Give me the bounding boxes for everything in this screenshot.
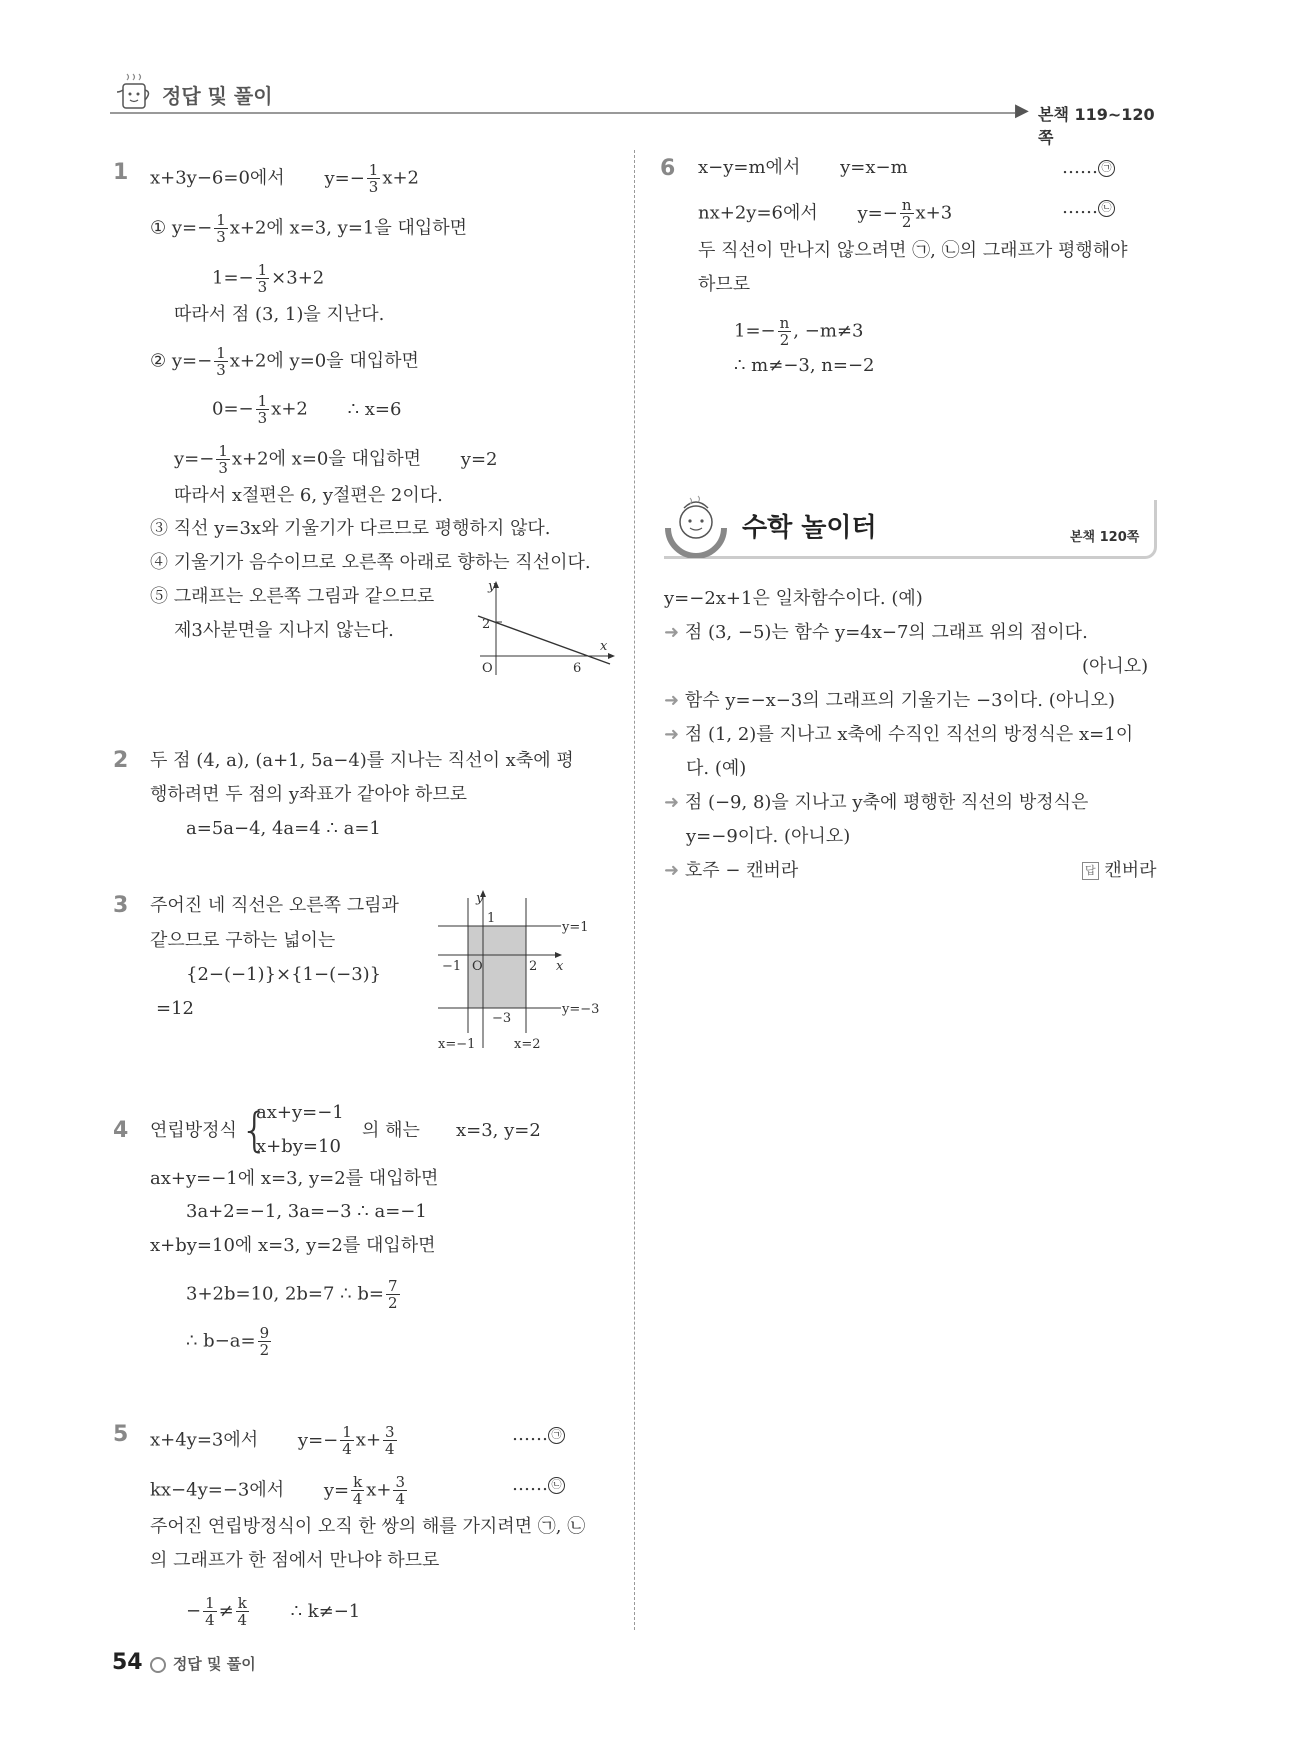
p3-line2: 같으므로 구하는 넓이는 (150, 930, 336, 951)
origin-label: O (482, 661, 493, 676)
arrow-right-icon: ➜ (664, 860, 680, 881)
p4-line2: ax+y=−1에 x=3, y=2를 대입하면 (150, 1168, 439, 1189)
p1-item1: ① y=− $\frac{1}{3}$ x+2에 x=3, y=1을 대입하면 (150, 211, 468, 246)
playground-line1: y=−2x+1은 일차함수이다. (예) (664, 588, 923, 609)
axis-x-label: x (600, 639, 608, 654)
p5-tag2: …… ㉡ (512, 1474, 565, 1496)
chevron-right-icon: ▶ (1015, 100, 1029, 121)
p1-item5b: 제3사분면을 지나지 않는다. (174, 620, 394, 641)
tick-label: −1 (442, 959, 462, 974)
p4-line1c: x=3, y=2 (456, 1120, 541, 1141)
line-label: y=−3 (562, 1002, 600, 1017)
p1-line1: x+3y−6=0에서 y=− $\frac{1}{3}$ x+2 (150, 161, 420, 196)
p1-item4: ④ 기울기가 음수이므로 오른쪽 아래로 향하는 직선이다. (150, 552, 591, 573)
problem-number: 5 (113, 1422, 129, 1447)
p5-line1: x+4y=3에서 y=− $\frac{1}{4}$ x+ $\frac{3}{4}$ (150, 1423, 395, 1458)
p1-item2-eq1: 0=− $\frac{1}{3}$ x+2 ∴ x=6 (212, 392, 402, 427)
p5-line2: kx−4y=−3에서 y= $\frac{k}{4}$ x+ $\frac{3}{4}$ (150, 1473, 406, 1508)
arrow-right-icon: ➜ (664, 690, 680, 711)
problem-number: 3 (113, 893, 129, 918)
playground-line2: ➜ 점 (3, −5)는 함수 y=4x−7의 그래프 위의 점이다. (664, 622, 1088, 643)
mascot-icon (660, 488, 730, 558)
p1-item1-eq: 1=− $\frac{1}{3}$ ×3+2 (212, 261, 325, 296)
problem-number: 4 (113, 1118, 129, 1143)
p1-item2-conc: 따라서 x절편은 6, y절편은 2이다. (174, 485, 443, 506)
p5-line3: 주어진 연립방정식이 오직 한 쌍의 해를 가지려면 ㉠, ㉡ (150, 1516, 586, 1537)
p3-line4: =12 (156, 998, 194, 1019)
p6-line4: 하므로 (698, 274, 751, 295)
playground-line8: y=−9이다. (아니오) (686, 826, 851, 847)
axis-y-label: y (488, 580, 496, 594)
p6-line1: x−y=m에서 y=x−m (698, 157, 908, 178)
playground-title: 수학 놀이터 (742, 513, 877, 543)
cup-icon (115, 70, 155, 114)
problem-number: 2 (113, 748, 129, 773)
p5-line4: 의 그래프가 한 점에서 만나야 하므로 (150, 1550, 440, 1571)
arrow-right-icon: ➜ (664, 792, 680, 813)
line-label: y=1 (562, 920, 589, 935)
column-divider (634, 150, 635, 1630)
p1-item5: ⑤ 그래프는 오른쪽 그림과 같으므로 (150, 586, 435, 607)
graph-rectangle (436, 888, 616, 1053)
line-label: x=2 (514, 1037, 541, 1052)
playground-line3: (아니오) (1082, 656, 1149, 677)
p1-item3: ③ 직선 y=3x와 기울기가 다르므로 평행하지 않다. (150, 518, 551, 539)
p4-line5: 3+2b=10, 2b=7 ∴ b= $\frac{7}{2}$ (186, 1277, 398, 1312)
playground-line9: ➜ 호주 − 캔버라 (664, 860, 799, 881)
p5-tag1: …… ㉠ (512, 1424, 565, 1446)
tick-label: 6 (573, 661, 582, 676)
axis-y-label: y (476, 891, 484, 906)
p2-line3: a=5a−4, 4a=4 ∴ a=1 (186, 818, 381, 839)
tick-label: 2 (482, 617, 491, 632)
p4-line6: ∴ b−a= $\frac{9}{2}$ (186, 1324, 270, 1359)
p4-system-eq1: ax+y=−1 (256, 1102, 344, 1123)
playground-reference: 본책 120쪽 (1070, 530, 1140, 545)
p2-line1: 두 점 (4, a), (a+1, 5a−4)를 지나는 직선이 x축에 평 (150, 750, 574, 771)
playground-answer: 답 캔버라 (1082, 860, 1157, 882)
tick-label: 2 (529, 959, 538, 974)
p6-line5: 1=− $\frac{n}{2}$ , −m≠3 (734, 314, 864, 349)
p6-tag2: …… ㉡ (1062, 197, 1115, 219)
p6-line2: nx+2y=6에서 y=− $\frac{n}{2}$ x+3 (698, 196, 953, 231)
p1-item2-eq2: y=− $\frac{1}{3}$ x+2에 x=0을 대입하면 y=2 (174, 442, 498, 477)
p2-line2: 행하려면 두 점의 y좌표가 같아야 하므로 (150, 784, 467, 805)
p6-line3: 두 직선이 만나지 않으려면 ㉠, ㉡의 그래프가 평행해야 (698, 240, 1128, 261)
playground-line7: ➜ 점 (−9, 8)을 지나고 y축에 평행한 직선의 방정식은 (664, 792, 1089, 813)
tick-label: −3 (492, 1011, 512, 1026)
circle-bullet-icon (150, 1657, 166, 1673)
problem-number: 6 (660, 156, 676, 181)
p1-item1-conc: 따라서 점 (3, 1)을 지난다. (174, 304, 385, 325)
line-label: x=−1 (438, 1037, 476, 1052)
p6-tag1: …… ㉠ (1062, 157, 1115, 179)
p4-line3: 3a+2=−1, 3a=−3 ∴ a=−1 (186, 1201, 427, 1222)
p4-line1: 연립방정식 (150, 1120, 237, 1141)
playground-line4: ➜ 함수 y=−x−3의 그래프의 기울기는 −3이다. (아니오) (664, 690, 1115, 711)
p4-line4: x+by=10에 x=3, y=2를 대입하면 (150, 1235, 436, 1256)
footer (112, 1650, 256, 1675)
problem-number: 1 (113, 160, 129, 185)
p3-line1: 주어진 네 직선은 오른쪽 그림과 (150, 895, 399, 916)
arrow-right-icon: ➜ (664, 622, 680, 643)
header-rule (110, 112, 1015, 114)
brace: { (240, 1103, 270, 1157)
p5-line5: − $\frac{1}{4}$ ≠ $\frac{k}{4}$ ∴ k≠−1 (186, 1594, 361, 1629)
p1-item2: ② y=− $\frac{1}{3}$ x+2에 y=0을 대입하면 (150, 344, 419, 379)
origin-label: O (472, 959, 483, 974)
p4-system-eq2: x+by=10 (256, 1136, 341, 1157)
footer-label: 정답 및 풀이 (172, 1655, 256, 1673)
header (110, 70, 1155, 147)
tick-label: 1 (487, 911, 496, 926)
arrow-right-icon: ➜ (664, 724, 680, 745)
page-reference: 본책 119~120쪽 (1038, 105, 1155, 147)
answer-badge: 답 (1082, 862, 1099, 880)
p3-line3: {2−(−1)}×{1−(−3)} (186, 964, 382, 985)
axis-x-label: x (556, 959, 564, 974)
section-title: 정답 및 풀이 (162, 84, 273, 108)
graph-line-decreasing (470, 580, 620, 680)
page-number: 54 (112, 1650, 143, 1675)
p6-line6: ∴ m≠−3, n=−2 (734, 355, 875, 376)
playground-line6: 다. (예) (686, 758, 747, 779)
p4-line1b: 의 해는 (362, 1120, 420, 1141)
playground-line5: ➜ 점 (1, 2)를 지나고 x축에 수직인 직선의 방정식은 x=1이 (664, 724, 1134, 745)
